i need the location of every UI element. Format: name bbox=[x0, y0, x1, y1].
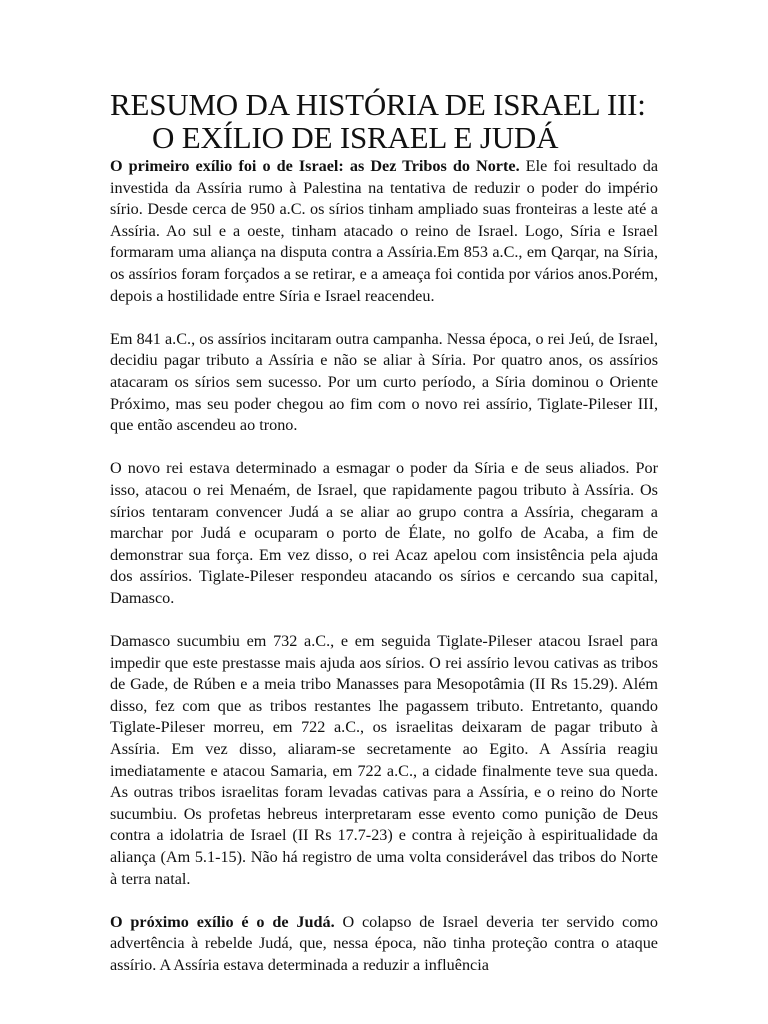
title-line-2: O EXÍLIO DE ISRAEL E JUDÁ bbox=[152, 120, 559, 155]
paragraph-2 bbox=[110, 329, 658, 437]
paragraph-5 bbox=[110, 912, 658, 977]
paragraph-3-text: O novo rei estava determinado a esmagar o poder da Síria e de seus aliados. Por isso, atacou o rei Menaém, de Israel, que rapidamente pagou tributo à Assíria. Os sírios tentaram convencer Judá a se aliar ao grupo contra a Assíria, chegaram a marchar por Judá e ocuparam o porto de Élate, no golfo de Acaba, a fim de demonstrar sua força. Em vez disso, o rei Acaz apelou com insistência pela ajuda dos assírios. Tiglate-Pileser respondeu atacando os sírios e cercando sua capital, Damasco. bbox=[110, 459, 658, 607]
paragraph-3 bbox=[110, 458, 658, 609]
title-line-1: RESUMO DA HISTÓRIA DE ISRAEL III: bbox=[110, 87, 646, 122]
document-title bbox=[110, 88, 658, 154]
paragraph-5-text: O colapso de Israel deveria ter servido como advertência à rebelde Judá, que, nessa época, não tinha proteção contra o ataque assírio. A Assíria estava determinada a reduzir a influência bbox=[110, 912, 658, 974]
paragraph-2-text: Em 841 a.C., os assírios incitaram outra campanha. Nessa época, o rei Jeú, de Israel, decidiu pagar tributo a Assíria e não se aliar à Síria. Por quatro anos, os assírios atacaram os sírios sem sucesso. Por um curto período, a Síria dominou o Oriente Próximo, mas seu poder chegou ao fim com o novo rei assírio, Tiglate-Pileser III, que então ascendeu ao trono. bbox=[110, 329, 658, 435]
document-page bbox=[110, 88, 658, 977]
paragraph-1-lead: O primeiro exílio foi o de Israel: as Dez Tribos do Norte. bbox=[110, 157, 520, 175]
paragraph-4 bbox=[110, 631, 658, 890]
paragraph-1 bbox=[110, 156, 658, 307]
paragraph-4-text: Damasco sucumbiu em 732 a.C., e em seguida Tiglate-Pileser atacou Israel para impedir que este prestasse mais ajuda aos sírios. O rei assírio levou cativas as tribos de Gade, de Rúben e a meia tribo Manasses para Mesopotâmia (II Rs 15.29). Além disso, fez com que as tribos restantes lhe pagassem tributo. Entretanto, quando Tiglate-Pileser morreu, em 722 a.C., os israelitas deixaram de pagar tributo à Assíria. Em vez disso, aliaram-se secretamente ao Egito. A Assíria reagiu imediatamente e atacou Samaria, em 722 a.C., a cidade finalmente teve sua queda. As outras tribos israelitas foram levadas cativas para a Assíria, e o reino do Norte sucumbiu. Os profetas hebreus interpretaram esse evento como punição de Deus contra a idolatria de Israel (II Rs 17.7-23) e contra à rejeição à espiritualidade da aliança (Am 5.1-15). Não há registro de uma volta considerável das tribos do Norte à terra natal. bbox=[110, 632, 658, 888]
paragraph-1-text: Ele foi resultado da investida da Assíria rumo à Palestina na tentativa de reduzir o poder do império sírio. Desde cerca de 950 a.C. os sírios tinham ampliado suas fronteiras a leste até a Assíria. Ao sul e a oeste, tinham atacado o reino de Israel. Logo, Síria e Israel formaram uma aliança na disputa contra a Assíria.Em 853 a.C., em Qarqar, na Síria, os assírios foram forçados a se retirar, e a ameaça foi contida por vários anos.Porém, depois a hostilidade entre Síria e Israel reacendeu. bbox=[110, 157, 659, 305]
paragraph-5-lead: O próximo exílio é o de Judá. bbox=[110, 912, 335, 931]
